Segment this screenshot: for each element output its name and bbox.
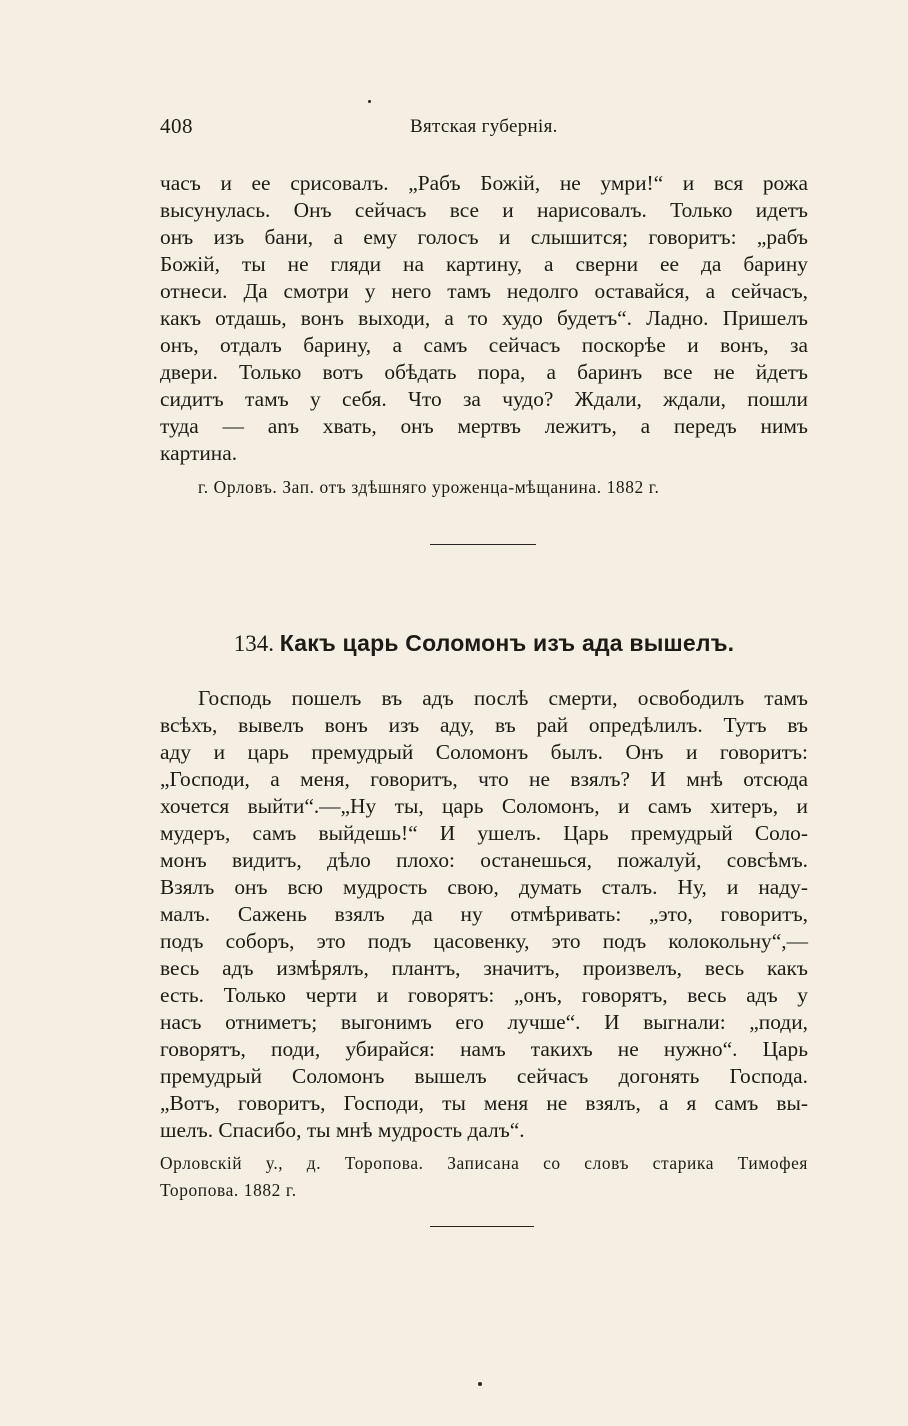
text-line: „Господи, а меня, говоритъ, что не взялъ? И мнѣ отсюда xyxy=(160,767,808,791)
text-line: говорятъ, поди, убирайся: намъ такихъ не нужно“. Царь xyxy=(160,1037,808,1061)
text-line: аду и царь премудрый Соломонъ былъ. Онъ и говоритъ: xyxy=(160,740,808,764)
text-line: часъ и ее срисовалъ. „Рабъ Божій, не умри!“ и вся рожа xyxy=(160,171,808,195)
section-divider xyxy=(430,544,536,545)
story-133-source-note xyxy=(160,474,808,501)
text-line: сидитъ тамъ у себя. Что за чудо? Ждали, ждали, пошли xyxy=(160,387,808,411)
text-line: малъ. Сажень взялъ да ну отмѣривать: „это, говоритъ, xyxy=(160,902,808,926)
text-line: монъ видитъ, дѣло плохо: останешься, пожалуй, совсѣмъ. xyxy=(160,848,808,872)
text-line: „Вотъ, говоритъ, Господи, ты меня не взялъ, а я самъ вы- xyxy=(160,1091,808,1115)
text-line: премудрый Соломонъ вышелъ сейчасъ догонять Господа. xyxy=(160,1064,808,1088)
text-line: всѣхъ, вывелъ вонъ изъ аду, въ рай опредѣлилъ. Тутъ въ xyxy=(160,713,808,737)
printer-mark xyxy=(478,1382,482,1386)
source-line: г. Орловъ. Зап. отъ здѣшняго уроженца-мѣщанина. 1882 г. xyxy=(198,477,660,497)
text-line: мудеръ, самъ выйдешь!“ И ушелъ. Царь премудрый Соло- xyxy=(160,821,808,845)
text-line: насъ отниметъ; выгонимъ его лучше“. И выгнали: „поди, xyxy=(160,1010,808,1034)
running-title: Вятская губернія. xyxy=(410,116,558,137)
story-title-text: Какъ царь Соломонъ изъ ада вышелъ. xyxy=(279,630,735,656)
text-line: онъ изъ бани, а ему голосъ и слышится; говоритъ: „рабъ xyxy=(160,225,808,249)
text-line: отнеси. Да смотри у него тамъ недолго оставайся, а сейчасъ, xyxy=(160,279,808,303)
text-line: есть. Только черти и говорятъ: „онъ, говорятъ, весь адъ у xyxy=(160,983,808,1007)
text-line: Господь пошелъ въ адъ послѣ смерти, освободилъ тамъ xyxy=(198,686,808,710)
text-line: шелъ. Спасибо, ты мнѣ мудрость далъ“. xyxy=(160,1118,525,1142)
source-line: Орловскій у., д. Торопова. Записана со словъ старика Тимофея xyxy=(160,1153,808,1173)
text-line: весь адъ измѣрялъ, плантъ, значитъ, произвелъ, весь какъ xyxy=(160,956,808,980)
story-134-source-note xyxy=(160,1150,808,1204)
printer-mark xyxy=(368,100,371,103)
story-134-title xyxy=(160,630,808,657)
page-number: 408 xyxy=(160,114,193,138)
text-line: онъ, отдалъ барину, а самъ сейчасъ поскорѣе и вонъ, за xyxy=(160,333,808,357)
page-header xyxy=(160,114,808,142)
text-line: туда — anъ хвать, онъ мертвъ лежитъ, а передъ нимъ xyxy=(160,414,808,438)
text-line: высунулась. Онъ сейчасъ все и нарисовалъ. Только идетъ xyxy=(160,198,808,222)
text-line: двери. Только вотъ обѣдать пора, а баринъ все не йдетъ xyxy=(160,360,808,384)
source-line: Торопова. 1882 г. xyxy=(160,1180,297,1200)
text-line: Взялъ онъ всю мудрость свою, думать сталъ. Ну, и наду- xyxy=(160,875,808,899)
story-134-paragraph xyxy=(160,685,808,1144)
story-134-body xyxy=(160,685,808,1144)
story-133-ending xyxy=(160,170,808,467)
text-line: картина. xyxy=(160,441,238,465)
text-line: хочется выйти“.—„Ну ты, царь Соломонъ, и самъ хитеръ, и xyxy=(160,794,808,818)
story-133-paragraph xyxy=(160,170,808,467)
text-line: какъ отдашь, вонъ выходи, а то худо будетъ“. Ладно. Пришелъ xyxy=(160,306,808,330)
story-number: 134. xyxy=(233,631,274,656)
text-line: Божій, ты не гляди на картину, а сверни ее да барину xyxy=(160,252,808,276)
text-line: подъ соборъ, это подъ цасовенку, это подъ колокольну“,— xyxy=(160,929,808,953)
section-divider-bottom xyxy=(430,1226,534,1227)
